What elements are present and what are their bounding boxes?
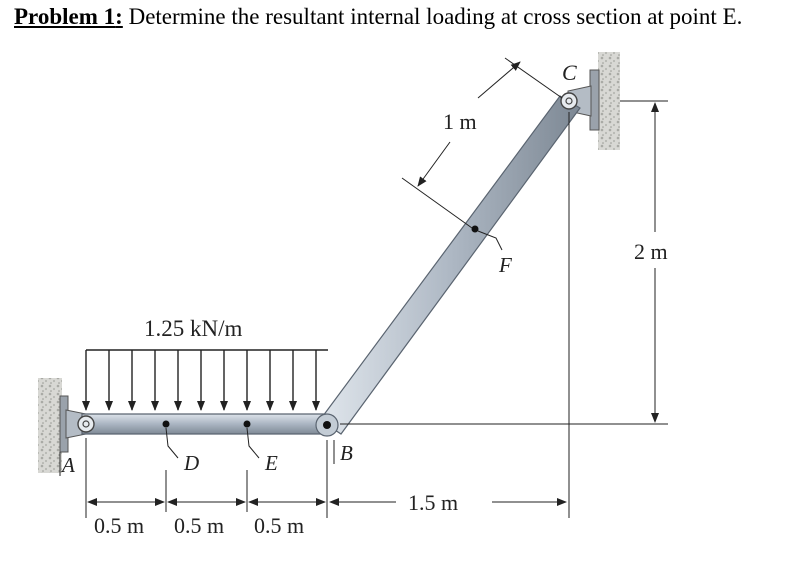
- dim-1m-extension-top: [505, 58, 562, 98]
- dim-label-seg-2: 0.5 m: [174, 513, 225, 538]
- dim-label-seg-1: 0.5 m: [94, 513, 145, 538]
- beam-AB: [82, 414, 330, 434]
- dim-1m-arrow-lower: [418, 142, 450, 186]
- pin-C: [561, 93, 577, 109]
- distributed-load: [86, 350, 328, 410]
- point-D-dot: [163, 421, 170, 428]
- bar-BC: [320, 96, 580, 434]
- point-label-B: B: [340, 441, 353, 465]
- problem-text: Determine the resultant internal loading at cross section at point E.: [122, 4, 743, 29]
- dim-label-2m: 2 m: [634, 239, 668, 264]
- load-label: 1.25 kN/m: [144, 316, 243, 341]
- dim-label-1_5m: 1.5 m: [408, 490, 459, 515]
- dim-1m-arrow-upper: [478, 62, 520, 98]
- point-label-C: C: [562, 60, 577, 85]
- point-label-F: F: [499, 253, 512, 277]
- point-label-E: E: [265, 451, 278, 475]
- dim-label-1m: 1 m: [443, 109, 477, 134]
- point-F-dot: [472, 226, 479, 233]
- pin-A: [78, 416, 94, 432]
- point-E-dot: [244, 421, 251, 428]
- problem-label: Problem 1: [14, 4, 116, 29]
- wall-left: [38, 378, 62, 473]
- joint-B-dot: [323, 421, 331, 429]
- point-label-D: D: [184, 451, 200, 475]
- wall-right: [598, 52, 620, 150]
- point-label-A: A: [62, 453, 75, 477]
- dim-label-seg-3: 0.5 m: [254, 513, 305, 538]
- problem-label-colon: :: [115, 4, 123, 29]
- dim-1m-extension-bottom: [402, 178, 472, 228]
